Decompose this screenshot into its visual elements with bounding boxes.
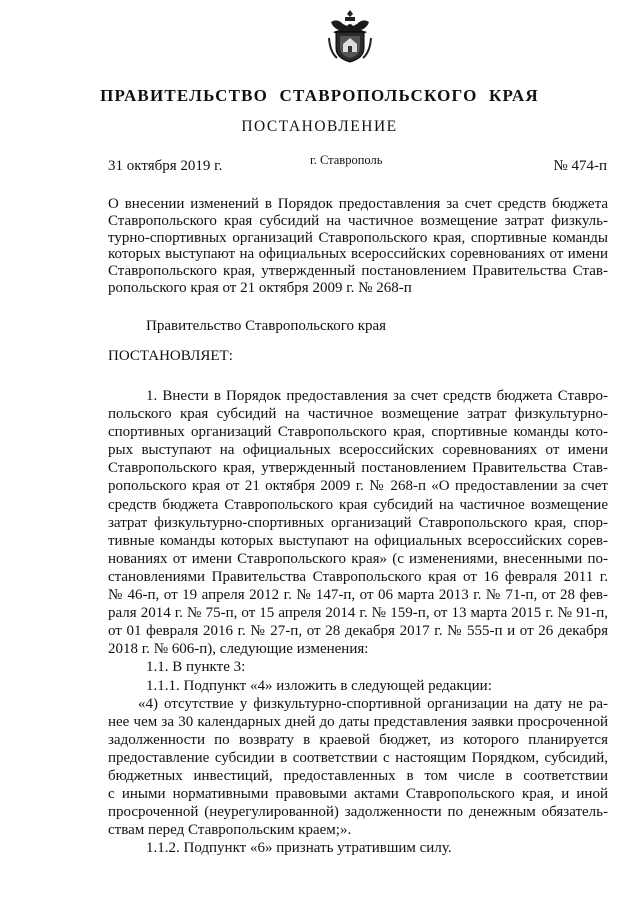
title-line: Ставропольского края, утвержденный постановлением Правительства Став- [108,263,608,280]
body-line: рых выступают на официальных всероссийских соревнованиях от имени [108,442,608,459]
document-number: № 474-п [553,158,607,174]
resolves-heading: ПОСТАНОВЛЯЕТ: [108,348,233,364]
body-line: № 46-п, от 19 апреля 2012 г. № 147-п, от 06 марта 2013 г. № 71-п, от 28 фев- [108,587,608,604]
body-line: 1.1.1. Подпункт «4» изложить в следующей редакции: [146,677,492,694]
body-line: с иными нормативными правовыми актами Ставропольского края, и иной [108,786,608,803]
body-line: раля 2014 г. № 75-п, от 15 апреля 2014 г. № 159-п, от 13 марта 2015 г. № 91-п, [108,605,608,622]
title-line: турно-спортивных организаций Ставропольского края, спортивные команды [108,229,608,246]
body-line: тивные команды которых выступают на официальных всероссийских сорев- [108,532,608,549]
body-line: просроченной (неурегулированной) задолженности по денежным обязатель- [108,804,608,821]
title-line: ропольского края от 21 октября 2009 г. № 268-п [108,279,412,296]
document-date: 31 октября 2019 г. [108,158,223,174]
body-line: «4) отсутствие у физкультурно-спортивной организации на дату не ра- [138,695,608,712]
body-line: затрат физкультурно-спортивных организаций Ставропольского края, спор- [108,514,608,531]
body-line: нованиях от имени Ставропольского края» (с изменениями, внесенными по- [108,550,608,567]
body-line: спортивных организаций Ставропольского края, спортивные команды кото- [108,424,608,441]
body-line: 1. Внести в Порядок предоставления за счет средств бюджета Ставро- [146,388,608,404]
title-line: О внесении изменений в Порядок предоставления за счет средств бюджета [108,196,608,212]
body-line: средств бюджета Ставропольского края субсидий на частичное возмещение [108,496,608,513]
document-city: г. Ставрополь [310,153,383,167]
body-line: Ставропольского края, утвержденный постановлением Правительства Став- [108,460,608,477]
preamble: Правительство Ставропольского края [146,318,387,334]
body-line: задолженности по возврату в краевой бюджет, из которого планируется [108,731,608,748]
document-type: ПОСТАНОВЛЕНИЕ [241,118,398,135]
body-line: 2018 г. № 606-п), следующие изменения: [108,641,369,658]
body-line: от 01 февраля 2016 г. № 27-п, от 28 декабря 2017 г. № 555-п и от 26 декабря [108,623,608,640]
body-line: нее чем за 30 календарных дней до даты представления заявки просроченной [108,713,608,730]
government-title: ПРАВИТЕЛЬСТВО СТАВРОПОЛЬСКОГО КРАЯ [100,86,539,105]
body-line: польского края субсидий на частичное возмещение затрат физкультурно- [108,406,608,423]
document-body [108,387,608,857]
body-line: предоставление субсидии в соответствии с настоящим Порядком, субсидий, [108,749,608,766]
body-line: становлениями Правительства Ставропольского края от 16 февраля 2011 г. [108,568,608,585]
document-title [108,196,608,297]
body-line: бюджетных инвестиций, предоставленных в том числе в соответствии [108,767,608,784]
body-line: ропольского края от 21 октября 2009 г. № 268-п «О предоставлении за счет [108,478,608,495]
title-line: Ставропольского края субсидий на частичное возмещение затрат физкуль- [108,212,608,229]
body-line: 1.1.2. Подпункт «6» признать утратившим силу. [146,840,452,857]
body-line: 1.1. В пункте 3: [146,659,246,676]
coat-of-arms-icon [327,8,373,64]
title-line: которых выступают на официальных всероссийских соревнованиях от имени [108,246,608,263]
body-line: ствам перед Ставропольским краем;». [108,822,352,839]
